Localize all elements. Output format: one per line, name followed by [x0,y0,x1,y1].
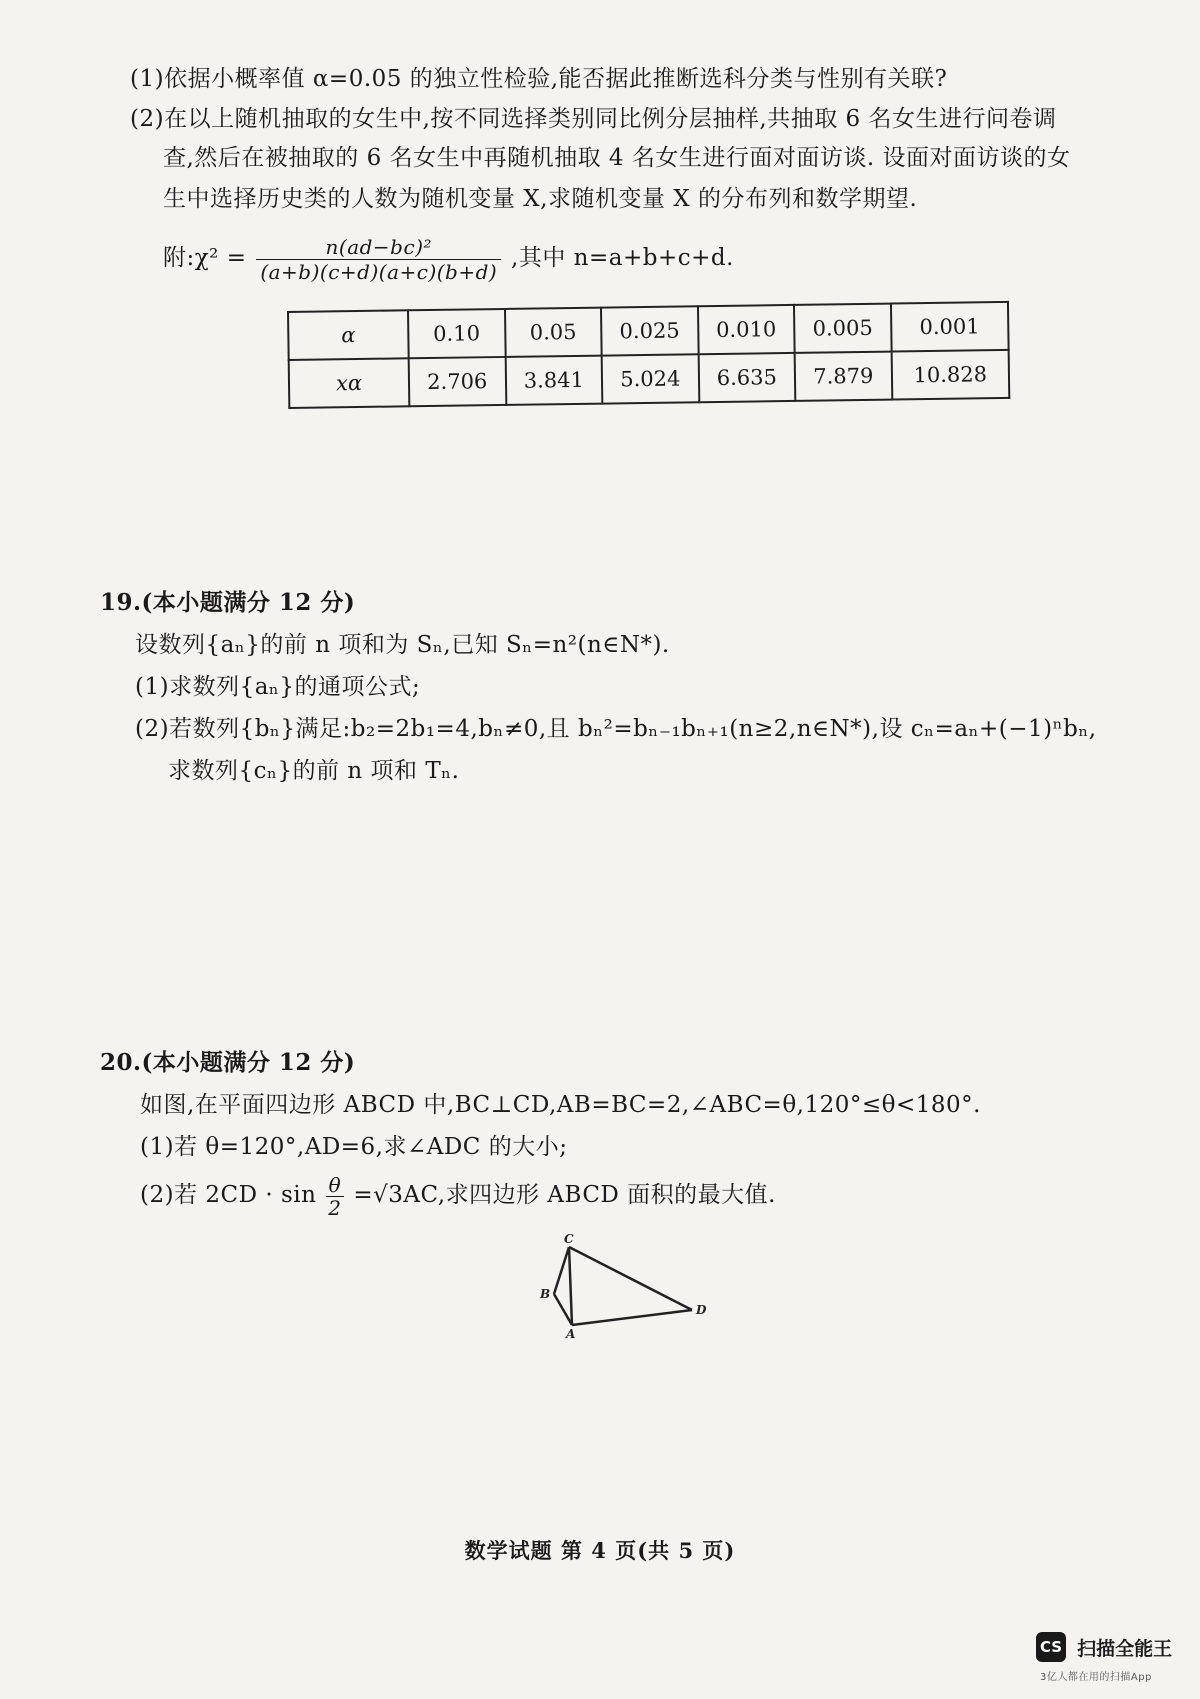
q19-part1: (1)求数列{aₙ}的通项公式; [135,674,421,700]
q20-part2-suffix: =√3AC,求四边形 ABCD 面积的最大值. [353,1182,776,1208]
scanner-tagline: 3亿人都在用的扫描App [1040,1672,1152,1683]
page-footer: 数学试题 第 4 页(共 5 页) [464,1538,736,1563]
x-cell: 6.635 [698,353,795,402]
theta-half-fraction [326,1174,343,1219]
theta-numerator: θ [326,1174,343,1197]
q20-header: 20.(本小题满分 12 分) [100,1049,356,1076]
edge-cb [554,1247,569,1294]
label-d: D [696,1303,707,1317]
q18-part2-line2: 查,然后在被抽取的 6 名女生中再随机抽取 4 名女生进行面对面访谈. 设面对面访谈的女 [163,145,1071,171]
alpha-cell: 0.010 [698,305,795,354]
table-head-alpha: α [288,310,409,360]
q19-part2-line1: (2)若数列{bₙ}满足:b₂=2b₁=4,bₙ≠0,且 bₙ²=bₙ₋₁bₙ₊₁(n≥2,n∈N*),设 cₙ=aₙ+(−1)ⁿbₙ, [135,716,1097,742]
q19-part2-line2: 求数列{cₙ}的前 n 项和 Tₙ. [168,758,460,784]
q18-part2-line1: (2)在以上随机抽取的女生中,按不同选择类别同比例分层抽样,共抽取 6 名女生进行问卷调 [130,106,1057,132]
q20-stem: 如图,在平面四边形 ABCD 中,BC⊥CD,AB=BC=2,∠ABC=θ,120°≤θ<180°. [140,1092,981,1118]
q20-part2 [140,1172,776,1219]
label-b: B [540,1287,551,1301]
x-cell: 2.706 [409,357,506,406]
x-cell: 10.828 [891,350,1009,400]
alpha-cell: 0.05 [505,308,602,357]
x-cell: 5.024 [602,354,699,403]
scanner-badge [1036,1632,1173,1683]
label-c: C [564,1232,574,1246]
q20-part2-prefix: (2)若 2CD · sin [140,1182,317,1208]
table-row-x [289,350,1010,408]
alpha-cell: 0.001 [891,302,1009,352]
edge-ca [569,1247,572,1325]
scanner-app-name: 扫描全能王 [1077,1637,1173,1660]
alpha-cell: 0.10 [408,309,505,358]
chi-square-fraction [256,235,501,284]
x-cell: 3.841 [505,356,602,405]
critical-value-table [287,301,1010,409]
formula-prefix: 附:χ² = [163,245,247,271]
x-cell: 7.879 [795,352,892,401]
scanner-logo: CS [1036,1632,1066,1662]
formula-numerator: n(ad−bc)² [256,235,501,260]
q19-stem: 设数列{aₙ}的前 n 项和为 Sₙ,已知 Sₙ=n²(n∈N*). [135,632,670,658]
alpha-cell: 0.005 [794,304,891,353]
q18-formula [163,232,734,284]
q20-part1: (1)若 θ=120°,AD=6,求∠ADC 的大小; [140,1134,568,1160]
quadrilateral-figure [520,1232,750,1342]
formula-denominator: (a+b)(c+d)(a+c)(b+d) [260,259,498,284]
q18-part1: (1)依据小概率值 α=0.05 的独立性检验,能否据此推断选科分类与性别有关联? [130,66,948,92]
edge-cd [569,1247,692,1310]
table-head-x-alpha: xα [289,358,410,408]
q18-part2-line3: 生中选择历史类的人数为随机变量 X,求随机变量 X 的分布列和数学期望. [163,186,918,212]
formula-suffix: ,其中 n=a+b+c+d. [511,245,734,271]
label-a: A [566,1327,576,1341]
alpha-cell: 0.025 [601,306,698,355]
edge-ad [572,1310,692,1325]
q19-header: 19.(本小题满分 12 分) [100,589,356,616]
edge-ba [554,1294,572,1325]
theta-denominator: 2 [328,1195,342,1220]
